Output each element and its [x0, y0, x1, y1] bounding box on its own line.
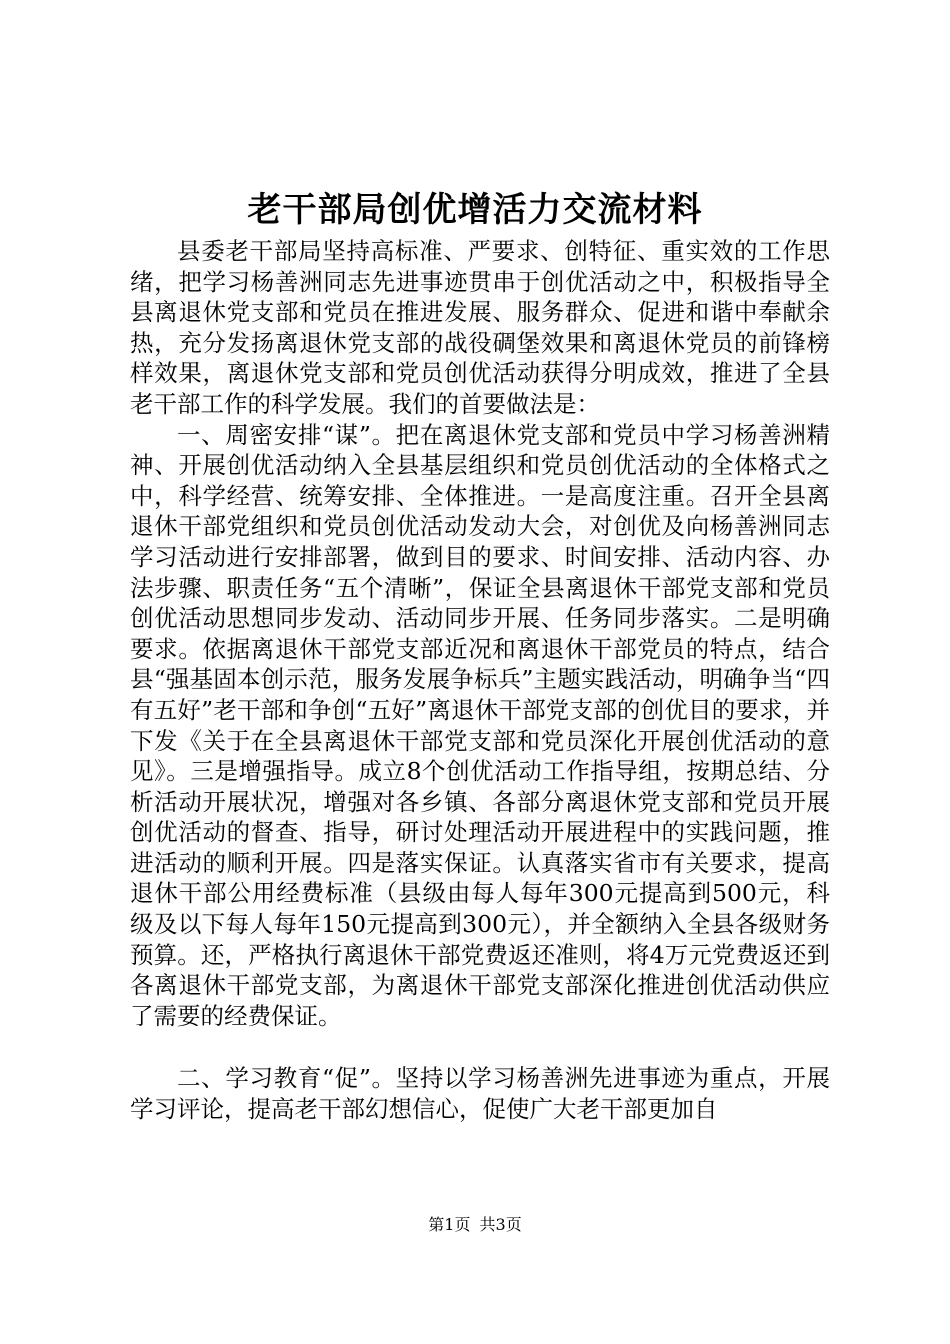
paragraph-section-one: 一、周密安排“谋”。把在离退休党支部和党员中学习杨善洲精神、开展创优活动纳入全县基层组织和党员创优活动的全体格式之中，科学经营、统筹安排、全体推进。一是高度注重。召开全县离退休干部党组织和党员创优活动发动大会，对创优及向杨善洲同志学习活动进行安排部署，做到目的要求、时间安排、活动内容、办法步骤、职责任务“五个清晰”，保证全县离退休干部党支部和党员创优活动思想同步发动、活动同步开展、任务同步落实。二是明确要求。依据离退休干部党支部近况和离退休干部党员的特点，结合县“强基固本创示范，服务发展争标兵”主题实践活动，明确争当“四有五好”老干部和争创“五好”离退休干部党支部的创优目的要求，并下发《关于在全县离退休干部党支部和党员深化开展创优活动的意见》。三是增强指导。成立8个创优活动工作指导组，按期总结、分析活动开展状况，增强对各乡镇、各部分离退休党支部和党员开展创优活动的督查、指导，研讨处理活动开展进程中的实践问题，推进活动的顺利开展。四是落实保证。认真落实省市有关要求，提高退休干部公用经费标准（县级由每人每年300元提高到500元，科级及以下每人每年150元提高到300元），并全额纳入全县各级财务预算。还，严格执行离退休干部党费返还准则，将4万元党费返还到各离退休干部党支部，为离退休干部党支部深化推进创优活动供应了需要的经费保证。 — [130, 420, 830, 1030]
page-number: 第1页 — [428, 1215, 471, 1234]
document-title: 老干部局创优增活力交流材料 — [247, 190, 703, 230]
page-footer — [0, 1214, 950, 1236]
page-total: 共3页 — [479, 1215, 522, 1234]
document-body — [130, 236, 830, 1125]
paragraph-intro: 县委老干部局坚持高标准、严要求、创特征、重实效的工作思绪，把学习杨善洲同志先进事迹贯串于创优活动之中，积极指导全县离退休党支部和党员在推进发展、服务群众、促进和谐中奉献余热，充分发扬离退休党支部的战役碉堡效果和离退休党员的前锋榜样效果，离退休党支部和党员创优活动获得分明成效，推进了全县老干部工作的科学发展。我们的首要做法是： — [130, 237, 830, 418]
paragraph-section-two: 二、学习教育“促”。坚持以学习杨善洲先进事迹为重点，开展学习评论，提高老干部幻想信心，促使广大老干部更加自 — [130, 1064, 830, 1124]
